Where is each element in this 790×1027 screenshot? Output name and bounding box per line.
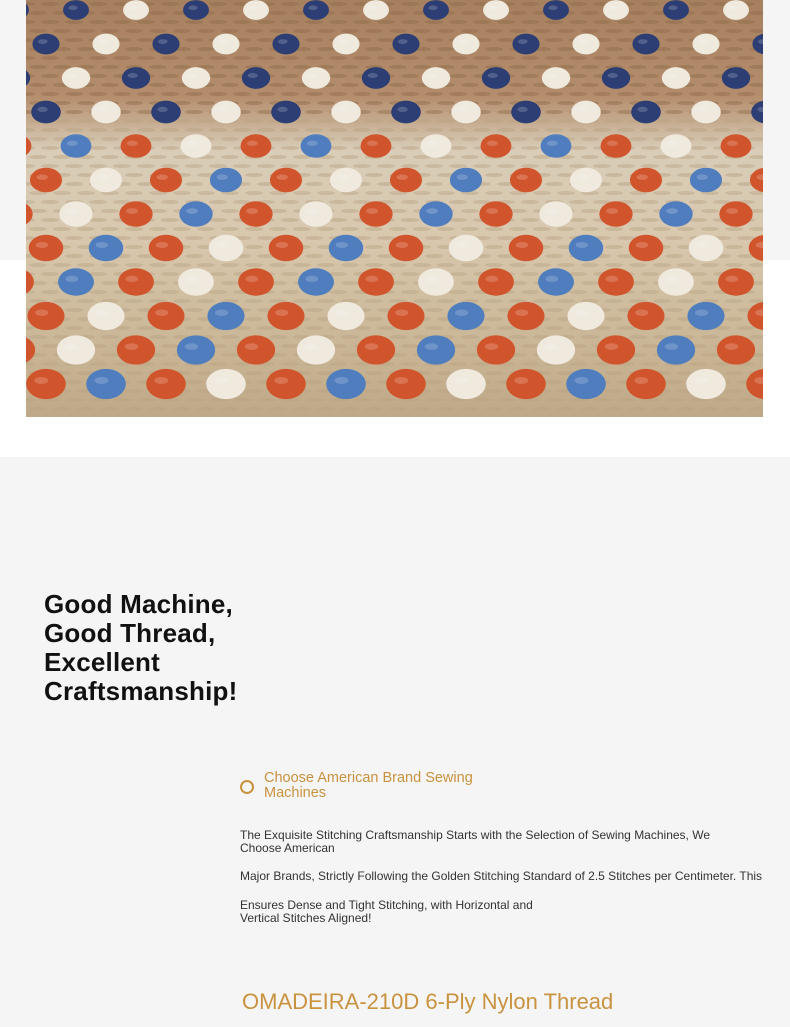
feature-title: Choose American Brand Sewing Machines [264, 770, 473, 801]
circle-outline-icon [240, 780, 254, 794]
headline-line: Craftsmanship! [44, 676, 238, 706]
woven-fabric-image [26, 0, 763, 417]
content-section [0, 457, 790, 1027]
headline-line: Good Machine, [44, 589, 233, 619]
feature-description [240, 829, 780, 925]
headline-line: Good Thread, [44, 618, 216, 648]
section-headline [44, 590, 254, 706]
description-paragraph: Major Brands, Strictly Following the Golden Stitching Standard of 2.5 Stitches per Centimeter. This [240, 869, 763, 883]
headline-line: Excellent [44, 647, 160, 677]
description-paragraph: The Exquisite Stitching Craftsmanship Starts with the Selection of Sewing Machines, We Choose American [240, 828, 710, 855]
fabric-pattern-icon [26, 0, 763, 417]
feature-item [240, 770, 540, 801]
description-paragraph: Ensures Dense and Tight Stitching, with Horizontal and Vertical Stitches Aligned! [240, 898, 533, 925]
thread-title: OMADEIRA-210D 6-Ply Nylon Thread [242, 989, 614, 1014]
